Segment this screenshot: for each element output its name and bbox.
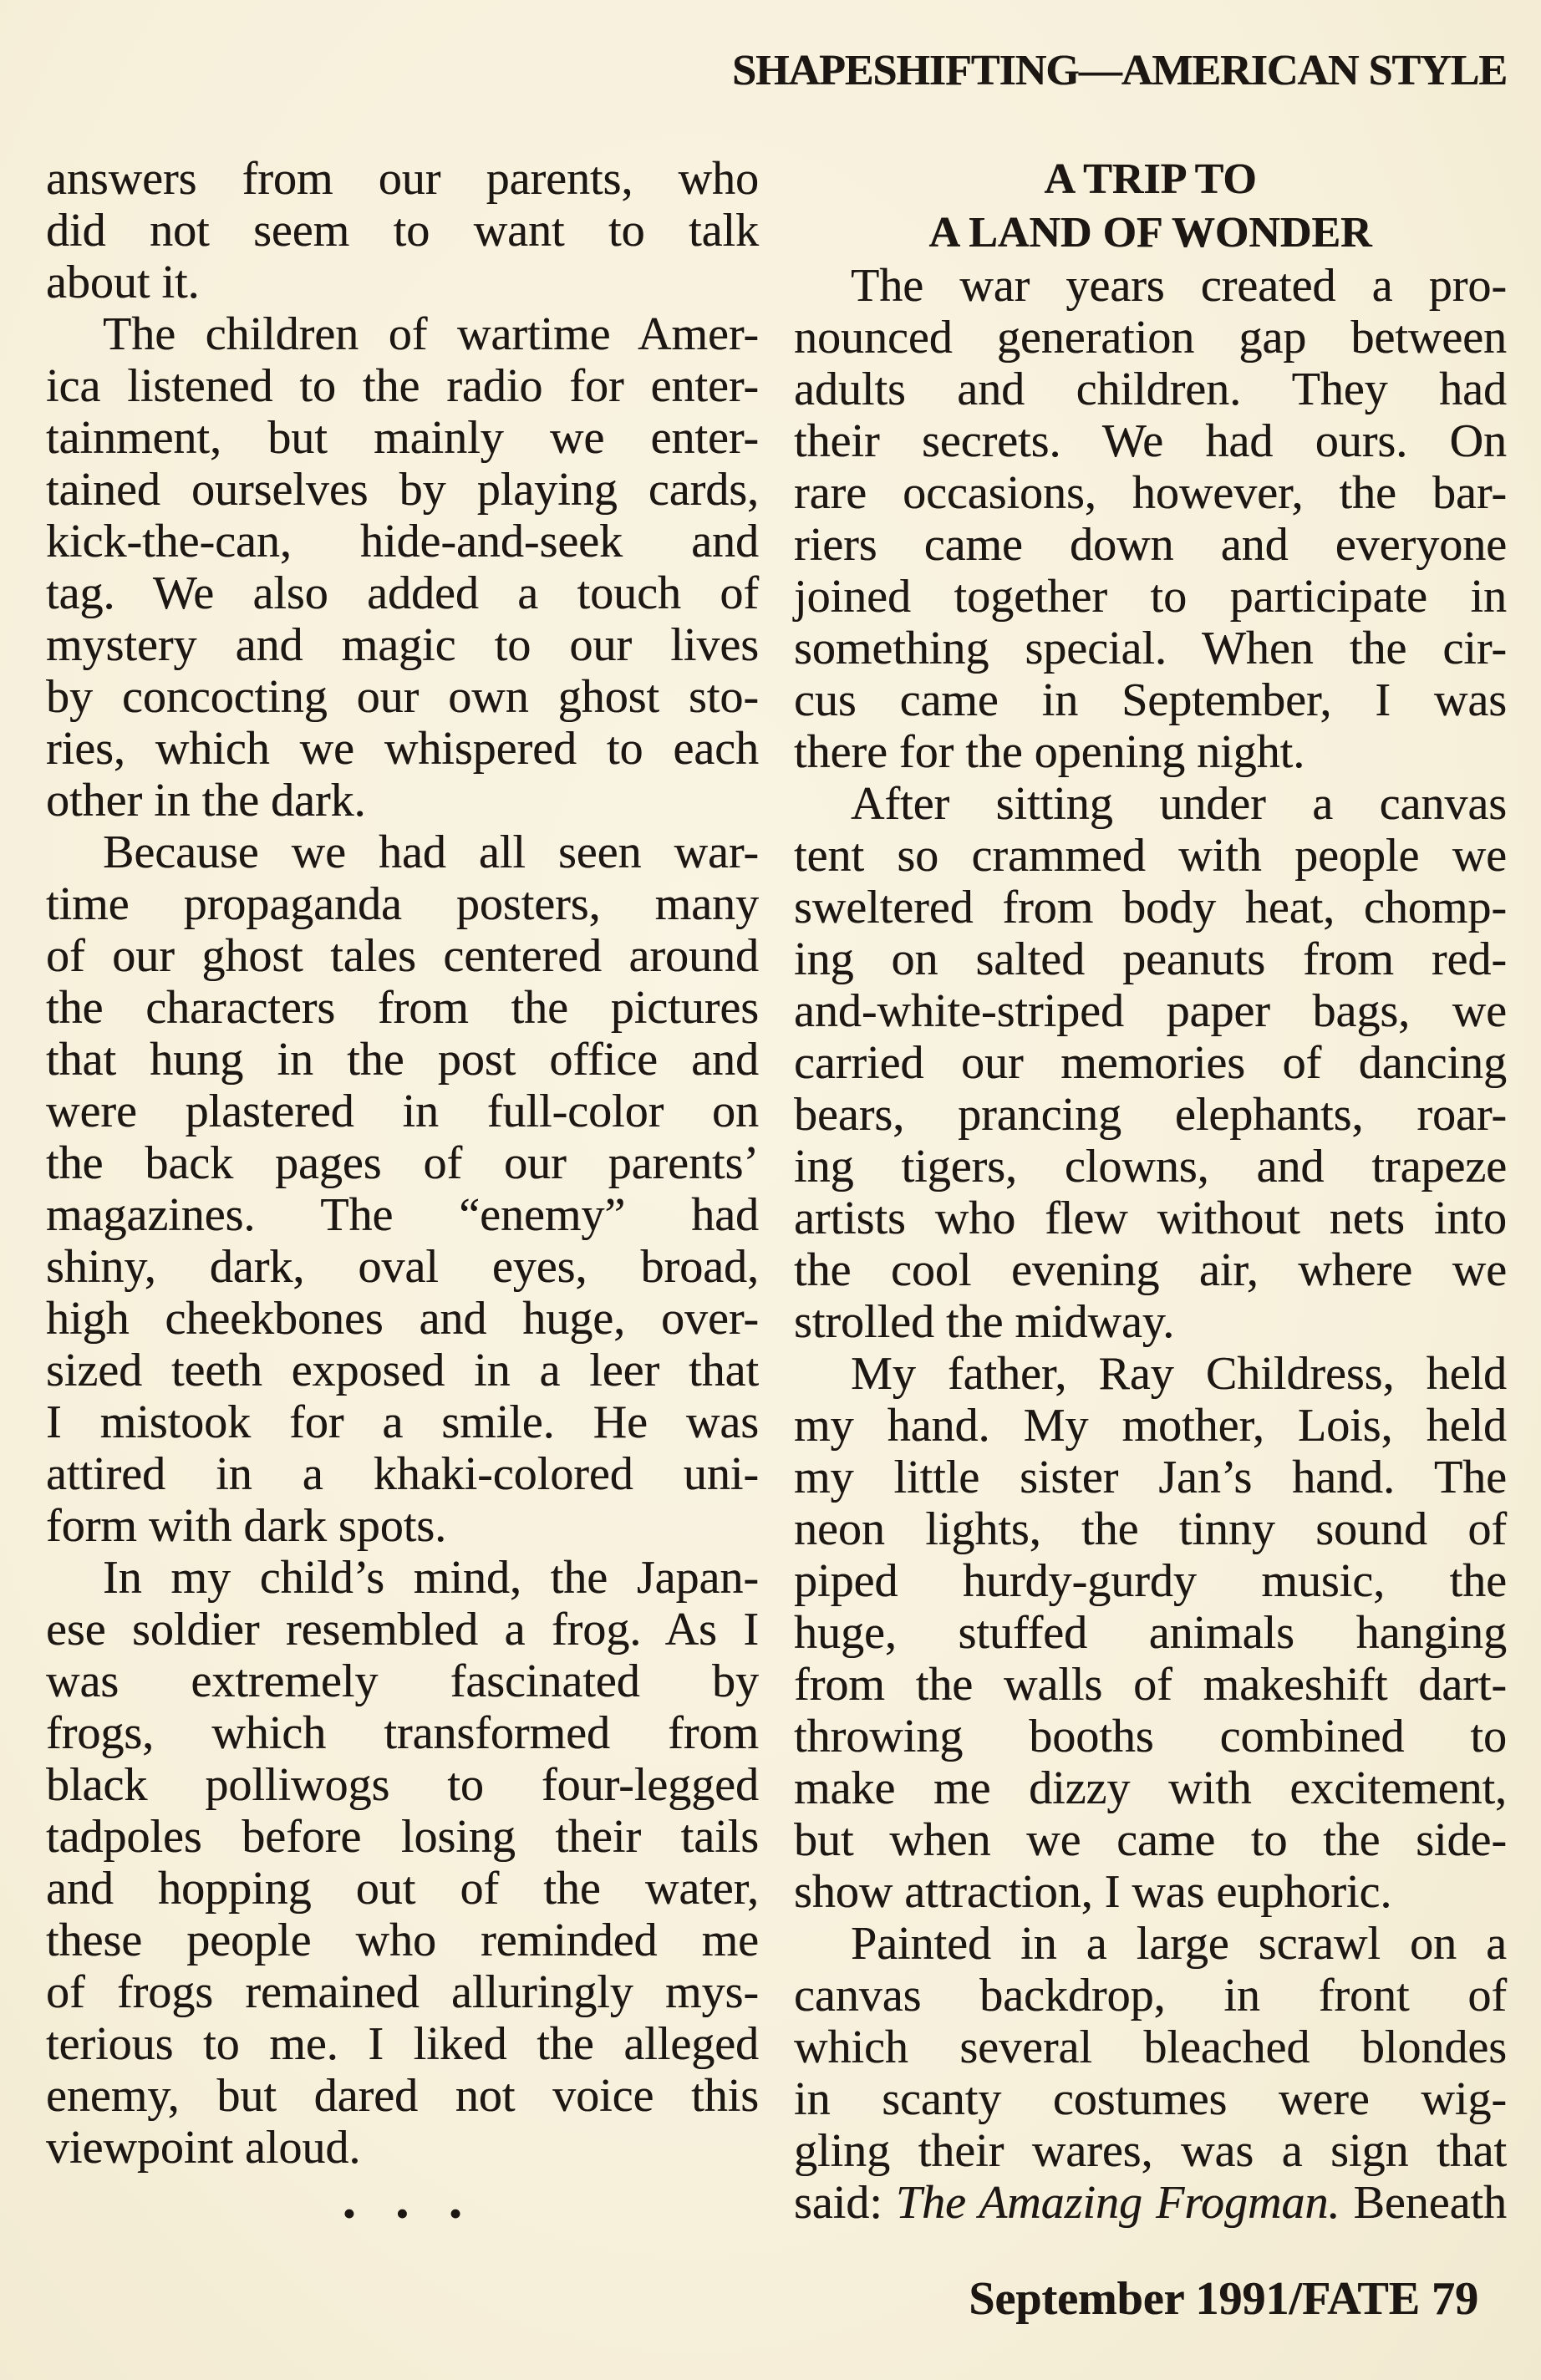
two-column-layout bbox=[46, 153, 1507, 2326]
right-column-text bbox=[794, 260, 1507, 2229]
text-line: tained ourselves by playing cards, bbox=[46, 464, 759, 516]
text-line: artists who flew without nets into bbox=[794, 1193, 1507, 1244]
text-line: kick-the-can, hide-and-seek and bbox=[46, 516, 759, 567]
text-line: I mistook for a smile. He was bbox=[46, 1396, 759, 1448]
text-line: and-white-striped paper bags, we bbox=[794, 985, 1507, 1037]
text-line: by concocting our own ghost sto- bbox=[46, 671, 759, 723]
text-line: tadpoles before losing their tails bbox=[46, 1811, 759, 1863]
text-line: huge, stuffed animals hanging bbox=[794, 1607, 1507, 1659]
text-line: answers from our parents, who bbox=[46, 153, 759, 205]
text-line: ese soldier resembled a frog. As I bbox=[46, 1604, 759, 1655]
text-line: Because we had all seen war- bbox=[103, 826, 759, 878]
left-column bbox=[46, 153, 759, 2326]
text-line: there for the opening night. bbox=[794, 726, 1305, 778]
text-line: which several bleached blondes bbox=[794, 2021, 1507, 2073]
text-line: sized teeth exposed in a leer that bbox=[46, 1345, 759, 1396]
text-line: My father, Ray Childress, held bbox=[851, 1348, 1507, 1400]
text-line: gling their wares, was a sign that bbox=[794, 2125, 1507, 2177]
text-line: viewpoint aloud. bbox=[46, 2122, 361, 2174]
text-line: sweltered from body heat, chomp- bbox=[794, 882, 1507, 933]
text-line: tent so crammed with people we bbox=[794, 830, 1507, 882]
text-line: magazines. The “enemy” had bbox=[46, 1189, 759, 1241]
text-line: bears, prancing elephants, roar- bbox=[794, 1089, 1507, 1141]
text-line: The war years created a pro- bbox=[851, 260, 1507, 312]
text-line: ing tigers, clowns, and trapeze bbox=[794, 1141, 1507, 1193]
text-segment: said: bbox=[794, 2177, 896, 2229]
text-line: of our ghost tales centered around bbox=[46, 930, 759, 982]
text-line: throwing booths combined to bbox=[794, 1711, 1507, 1762]
section-break-bullets: • • • bbox=[342, 2192, 478, 2235]
text-line: piped hurdy-gurdy music, the bbox=[794, 1555, 1507, 1607]
running-header-title: SHAPESHIFTING—AMERICAN STYLE bbox=[732, 47, 1507, 94]
text-line: In my child’s mind, the Japan- bbox=[103, 1552, 759, 1604]
text-line: ing on salted peanuts from red- bbox=[794, 933, 1507, 985]
text-line: from the walls of makeshift dart- bbox=[794, 1659, 1507, 1711]
text-line: joined together to participate in bbox=[794, 571, 1507, 623]
text-line: were plastered in full-color on bbox=[46, 1086, 759, 1137]
text-line: of frogs remained alluringly mys- bbox=[46, 1966, 759, 2018]
text-line: tag. We also added a touch of bbox=[46, 567, 759, 619]
text-line: rare occasions, however, the bar- bbox=[794, 467, 1507, 519]
text-line: that hung in the post office and bbox=[46, 1034, 759, 1086]
text-line: make me dizzy with excitement, bbox=[794, 1762, 1507, 1814]
text-line: attired in a khaki-colored uni- bbox=[46, 1448, 759, 1500]
text-line: something special. When the cir- bbox=[794, 623, 1507, 674]
text-line: these people who reminded me bbox=[46, 1915, 759, 1966]
page-footer-issue-and-number: September 1991/FATE 79 bbox=[969, 2273, 1478, 2325]
text-line: the characters from the pictures bbox=[46, 982, 759, 1034]
text-line: other in the dark. bbox=[46, 775, 366, 826]
text-segment: Beneath bbox=[1340, 2177, 1507, 2229]
text-line: did not seem to want to talk bbox=[46, 205, 759, 257]
section-heading-line-1: A TRIP TO bbox=[1044, 155, 1257, 203]
italic-text-segment: The Amazing Frogman. bbox=[895, 2177, 1340, 2229]
section-heading-line-2: A LAND OF WONDER bbox=[928, 209, 1372, 257]
text-line: was extremely fascinated by bbox=[46, 1655, 759, 1707]
text-line: high cheekbones and huge, over- bbox=[46, 1293, 759, 1345]
text-line: black polliwogs to four-legged bbox=[46, 1759, 759, 1811]
text-line: ries, which we whispered to each bbox=[46, 723, 759, 775]
text-line: the back pages of our parents’ bbox=[46, 1137, 759, 1189]
text-line: in scanty costumes were wig- bbox=[794, 2073, 1507, 2125]
text-line: strolled the midway. bbox=[794, 1296, 1175, 1348]
text-line: shiny, dark, oval eyes, broad, bbox=[46, 1241, 759, 1293]
text-line: about it. bbox=[46, 257, 200, 308]
text-line: time propaganda posters, many bbox=[46, 878, 759, 930]
text-line: Painted in a large scrawl on a bbox=[851, 1918, 1507, 1970]
text-line: their secrets. We had ours. On bbox=[794, 415, 1507, 467]
text-line: carried our memories of dancing bbox=[794, 1037, 1507, 1089]
text-line: tainment, but mainly we enter- bbox=[46, 412, 759, 464]
section-heading bbox=[794, 153, 1507, 260]
text-line: terious to me. I liked the alleged bbox=[46, 2018, 759, 2070]
text-line: my hand. My mother, Lois, held bbox=[794, 1400, 1507, 1452]
text-line: cus came in September, I was bbox=[794, 674, 1507, 726]
text-line: After sitting under a canvas bbox=[851, 778, 1507, 830]
text-line: my little sister Jan’s hand. The bbox=[794, 1452, 1507, 1503]
text-line: canvas backdrop, in front of bbox=[794, 1970, 1507, 2021]
text-line: the cool evening air, where we bbox=[794, 1244, 1507, 1296]
text-line: ica listened to the radio for enter- bbox=[46, 360, 759, 412]
text-line: enemy, but dared not voice this bbox=[46, 2070, 759, 2122]
text-line: adults and children. They had bbox=[794, 364, 1507, 415]
text-line: riers came down and everyone bbox=[794, 519, 1507, 571]
text-line: and hopping out of the water, bbox=[46, 1863, 759, 1915]
text-line bbox=[794, 2177, 1507, 2229]
text-line: mystery and magic to our lives bbox=[46, 619, 759, 671]
text-line: frogs, which transformed from bbox=[46, 1707, 759, 1759]
text-line: neon lights, the tinny sound of bbox=[794, 1503, 1507, 1555]
text-line: nounced generation gap between bbox=[794, 312, 1507, 364]
text-line: form with dark spots. bbox=[46, 1500, 447, 1552]
text-line: but when we came to the side- bbox=[794, 1814, 1507, 1866]
text-line: The children of wartime Amer- bbox=[103, 308, 759, 360]
left-column-text bbox=[46, 153, 759, 2174]
right-column bbox=[794, 153, 1507, 2326]
text-line: show attraction, I was euphoric. bbox=[794, 1866, 1392, 1918]
